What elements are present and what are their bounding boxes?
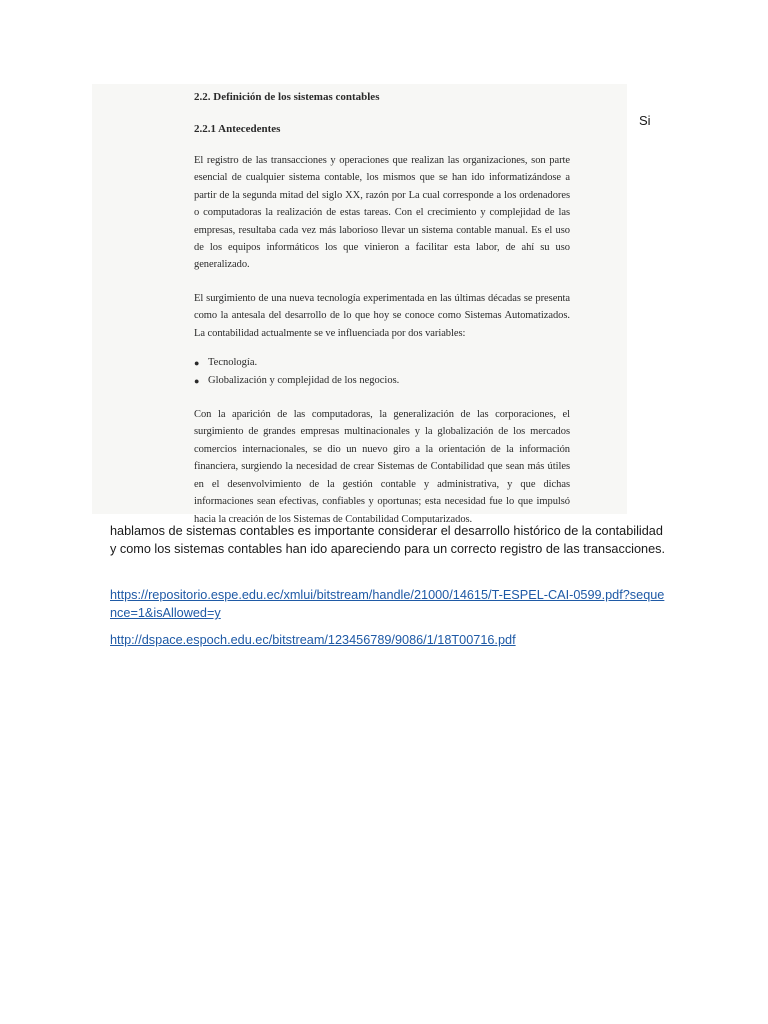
variables-list	[194, 354, 570, 390]
body-paragraph: hablamos de sistemas contables es importante considerar el desarrollo histórico de la contabilidad y como los sistemas contables han ido apareciendo para un correcto registro de las transacciones.	[110, 524, 666, 557]
reference-link-espoch[interactable]: http://dspace.espoch.edu.ec/bitstream/123456789/9086/1/18T00716.pdf	[110, 633, 516, 648]
floating-word: Si	[639, 113, 651, 128]
reference-links	[110, 586, 670, 650]
list-item-label: Globalización y complejidad de los negocios.	[208, 375, 400, 387]
list-item-label: Tecnología.	[208, 357, 258, 369]
scan-paragraph-3: Con la aparición de las computadoras, la generalización de las corporaciones, el surgimiento de grandes empresas multinacionales y la globalización de los mercados comercios internacionales, se dio un nuevo giro a la orientación de la información financiera, surgiendo la necesidad de crear Sistemas de Contabilidad que sean más útiles en el desenvolvimiento de la gestión contable y administrativa, y que dichas informaciones sean efectivas, confiables y oportunas; esta necesidad fue lo que impulsó hacia la creación de los Sistemas de Contabilidad Computarizados.	[194, 409, 570, 525]
scan-paragraph-1: El registro de las transacciones y operaciones que realizan las organizaciones, son parte esencial de cualquier sistema contable, los mismos que se han ido informatizándose a partir de la segunda mitad del siglo XX, razón por La cual corresponde a los ordenadores o computadoras la realización de estas tareas. Con el crecimiento y complejidad de las empresas, resultaba cada vez más laborioso llevar un sistema contable manual. Es el uso de los equipos informáticos los que vinieron a facilitar esta labor, de ahí su uso generalizado.	[194, 155, 570, 271]
bullet-icon: ●	[194, 376, 200, 387]
list-item	[194, 372, 570, 390]
section-heading: 2.2. Definición de los sistemas contables	[194, 91, 380, 103]
subsection-heading: 2.2.1 Antecedentes	[194, 123, 281, 135]
bullet-icon: ●	[194, 358, 200, 369]
scanned-page-content	[194, 90, 570, 528]
scanned-page-image	[92, 84, 627, 525]
scan-paragraph-2: El surgimiento de una nueva tecnología experimentada en las últimas décadas se presenta como la antesala del desarrollo de lo que hoy se conoce como Sistemas Automatizados. La contabilidad actualmente se ve influenciada por dos variables:	[194, 292, 570, 339]
reference-link-espe[interactable]: https://repositorio.espe.edu.ec/xmlui/bitstream/handle/21000/14615/T-ESPEL-CAI-0599.pdf?sequence=1&isAllowed=y	[110, 588, 665, 621]
list-item	[194, 354, 570, 372]
